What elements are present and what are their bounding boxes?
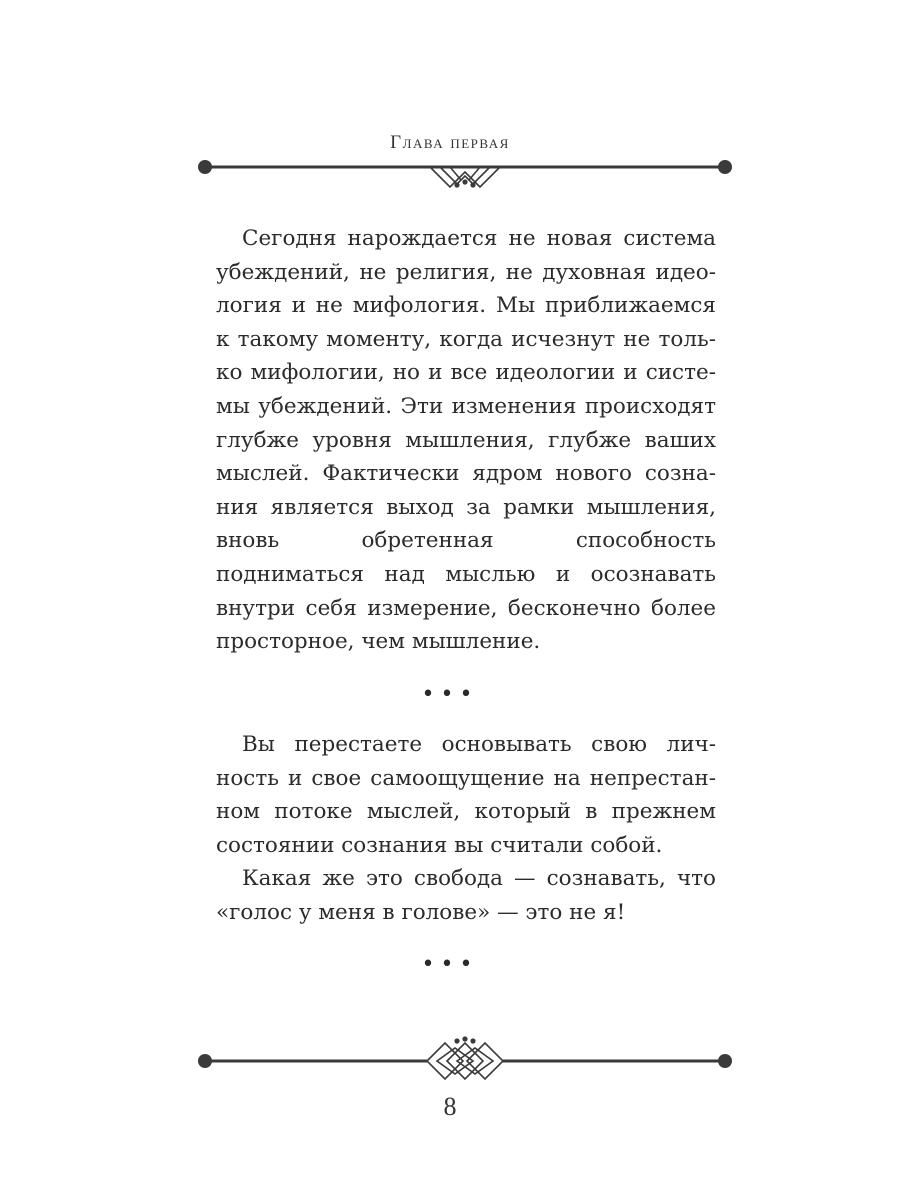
section-separator: •••	[421, 952, 479, 977]
paragraph: Какая же это свобода — сознавать, что «голос у меня в голове» — это не я!	[216, 866, 716, 925]
paragraph: Вы перестаете основывать свою личность и свое самоощущение на непрестанном потоке мыслей, который в прежнем состоянии сознания вы считали собой.	[216, 732, 716, 858]
chapter-title: Глава первая	[390, 132, 510, 153]
paragraph: Сегодня нарождается не новая система убеждений, не религия, не духовная идеология и не мифология. Мы приближаемся к такому моменту, когда исчезнут не только мифологии, но и все идеологии и системы убеждений. Эти изменения происходят глубже уровня мышления, глубже ваших мыслей. Фактически ядром нового сознания является выход за рамки мышления, вновь обретенная способность подниматься над мыслью и осознавать внутри себя измерение, бесконечно более просторное, чем мышление.	[216, 226, 716, 655]
top-divider-ornament-icon	[195, 150, 735, 200]
section-separator: •••	[421, 682, 479, 707]
text-block-1	[216, 222, 716, 659]
bottom-divider-ornament-icon	[195, 1036, 735, 1086]
page-number: 8	[443, 1092, 457, 1121]
text-block-2	[216, 728, 716, 930]
